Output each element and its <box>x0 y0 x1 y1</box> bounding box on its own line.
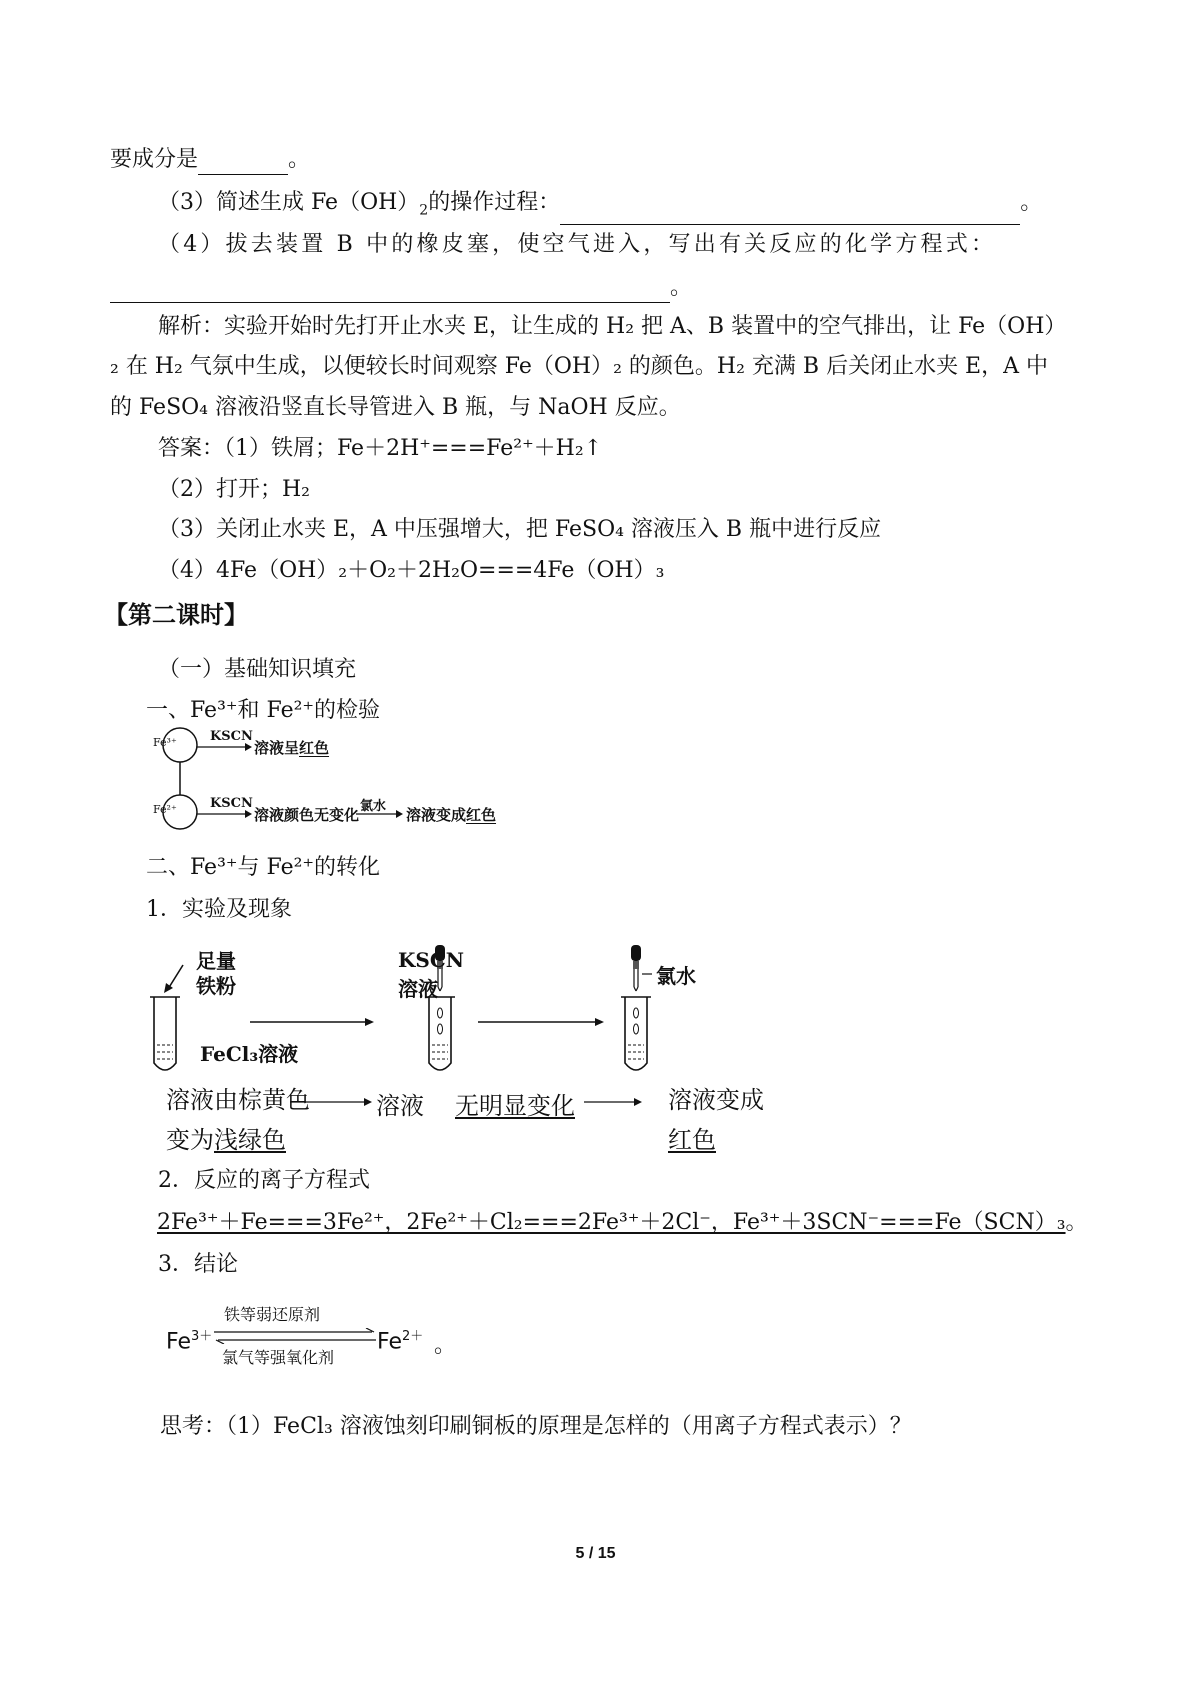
obs1-line-b: 变为浅绿色 <box>166 1126 286 1154</box>
kscn-solution-label: 溶液 <box>398 977 438 1001</box>
conclusion-right: $Fe^{2+}$ <box>377 1329 424 1355</box>
obs3-line-b: 红色 <box>668 1126 716 1154</box>
page-number: 5 / 15 <box>575 1545 616 1562</box>
answer-line-1: 答案：（1）铁屑；Fe＋2H⁺===Fe²⁺＋H₂↑ <box>158 436 603 461</box>
fe3-arrowhead <box>245 743 252 751</box>
test-title: 一、Fe³⁺和 Fe²⁺的检验 <box>146 698 381 723</box>
q2-tail: 要成分是 。 <box>110 145 310 175</box>
iron-label-1: 足量 <box>196 949 236 973</box>
fecl3-label: FeCl₃溶液 <box>200 1042 299 1066</box>
kscn-label-1: KSCN <box>210 729 253 744</box>
basic-title: （一）基础知识填充 <box>158 657 357 682</box>
section-title: 【第二课时】 <box>104 600 248 629</box>
analysis-line-2: ₂ 在 H₂ 气氛中生成，以便较长时间观察 Fe（OH）₂ 的颜色。H₂ 充满 B 后关闭止水夹 E，A 中 <box>110 354 1048 379</box>
equilibrium-arrows <box>212 1328 380 1344</box>
fe3-result: 溶液呈红色 <box>254 739 330 757</box>
kscn-label: KSCN <box>398 948 465 972</box>
conclusion-title: 3．结论 <box>158 1252 238 1277</box>
obs2-label: 溶液 <box>376 1092 424 1120</box>
conclusion-top-label: 铁等弱还原剂 <box>224 1305 321 1324</box>
obs2-result: 无明显变化 <box>455 1092 575 1120</box>
iron-pointer <box>168 965 183 989</box>
think-question: 思考：（1）FeCl₃ 溶液蚀刻印刷铜板的原理是怎样的（用离子方程式表示）？ <box>160 1414 912 1439</box>
conclusion-left: $Fe^{3+}$ <box>166 1329 213 1355</box>
obs1-line-a: 溶液由棕黄色 <box>166 1086 310 1114</box>
answer-blank <box>110 278 670 303</box>
fe3-label: Fe³⁺ <box>153 736 177 749</box>
dropper-bulb-3 <box>631 945 641 961</box>
convert-title: 二、Fe³⁺与 Fe²⁺的转化 <box>146 855 381 880</box>
analysis-line-1: 解析：实验开始时先打开止水夹 E，让生成的 H₂ 把 A、B 装置中的空气排出，让 Fe（OH） <box>158 314 1067 339</box>
q3-line: （3）简述生成 $Fe(OH)_2$的操作过程： 。 <box>158 188 1042 225</box>
fe2-arrowhead <box>245 810 252 818</box>
exp-title: 1．实验及现象 <box>146 897 292 922</box>
answer-line-4: （4）4Fe（OH）₂＋O₂＋2H₂O===4Fe（OH）₃ <box>158 558 665 583</box>
analysis-line-3: 的 FeSO₄ 溶液沿竖直长导管进入 B 瓶，与 NaOH 反应。 <box>110 395 681 420</box>
fe2-final: 溶液变成红色 <box>406 806 497 824</box>
obs-arrow-2 <box>584 1096 644 1108</box>
iron-label-2: 铁粉 <box>196 974 236 998</box>
answer-line-2: （2）打开；H₂ <box>158 477 311 502</box>
kscn-label-2: KSCN <box>210 796 253 811</box>
answer-blank <box>560 200 1020 225</box>
q4-blank-line: 。 <box>110 273 692 303</box>
conclusion-end: 。 <box>434 1333 457 1358</box>
conclusion-bottom-label: 氯气等强氧化剂 <box>222 1348 335 1367</box>
answer-line-3: （3）关闭止水夹 E，A 中压强增大，把 FeSO₄ 溶液压入 B 瓶中进行反应 <box>158 517 882 542</box>
chlorine-arrowhead <box>396 810 403 818</box>
q4-line: （4）拔去装置 B 中的橡皮塞，使空气进入，写出有关反应的化学方程式： <box>158 232 997 257</box>
fe2-result: 溶液颜色无变化 <box>254 806 360 824</box>
ionic-title: 2．反应的离子方程式 <box>158 1168 370 1193</box>
ionic-equation: 2Fe³⁺＋Fe===3Fe²⁺，2Fe²⁺＋Cl₂===2Fe³⁺＋2Cl⁻，Fe³⁺＋3SCN⁻===Fe（SCN）₃。 <box>157 1210 1088 1235</box>
obs-arrow-1 <box>290 1096 374 1108</box>
obs3-line-a: 溶液变成 <box>668 1086 764 1114</box>
chlorine-water-label: 氯水 <box>656 964 696 988</box>
answer-blank <box>198 150 288 175</box>
chlorine-label: 氯水 <box>360 799 387 814</box>
fe2-label: Fe²⁺ <box>153 803 177 816</box>
